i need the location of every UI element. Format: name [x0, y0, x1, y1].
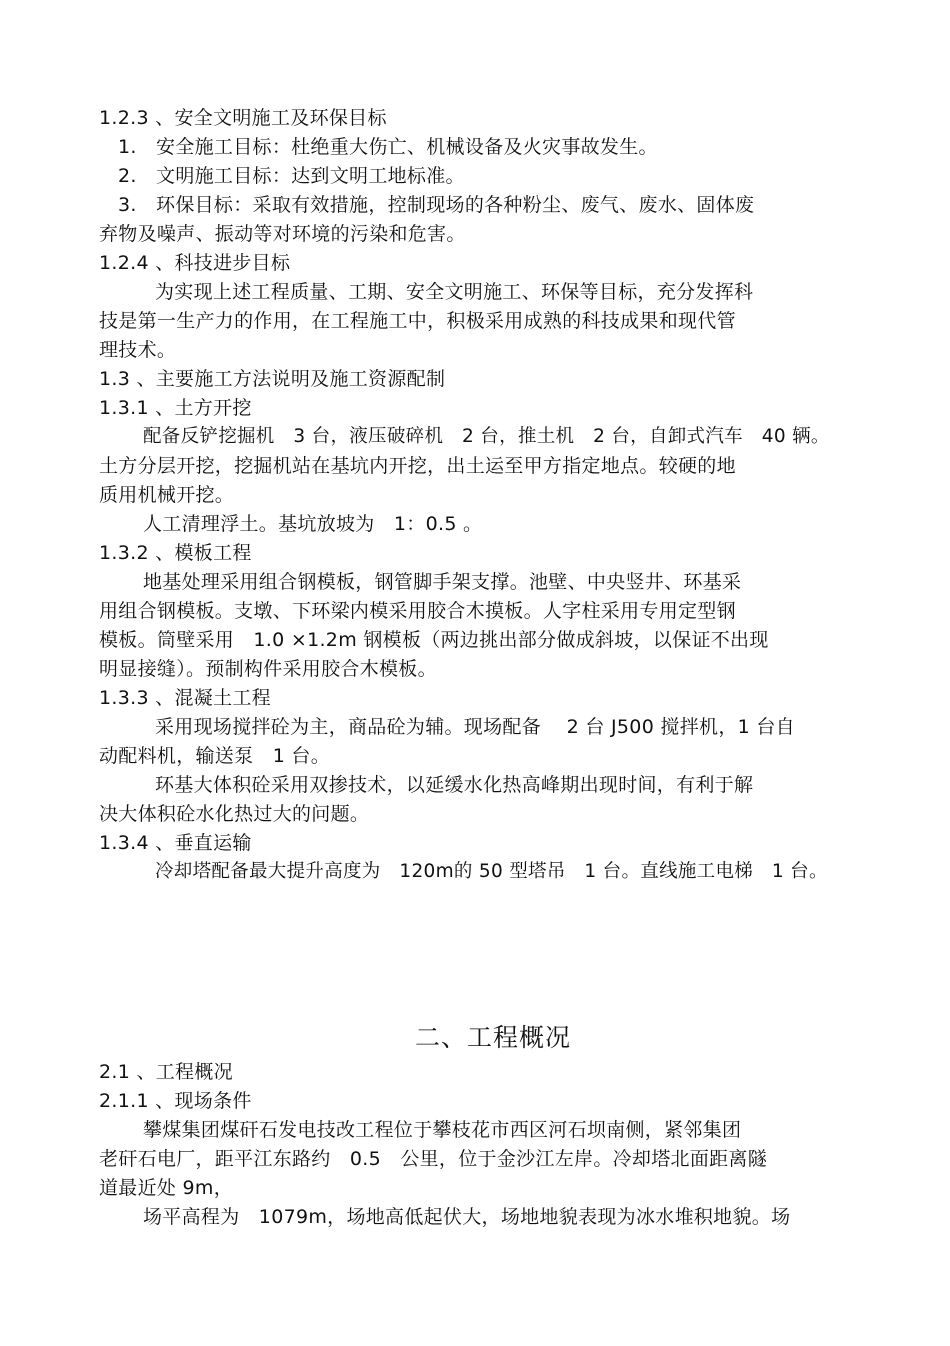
heading-2-1: 2.1 、工程概况: [99, 1061, 233, 1083]
text-line: 人工清理浮土。基坑放坡为 1：0.5 。: [143, 513, 483, 535]
text-line: 技是第一生产力的作用，在工程施工中，积极采用成熟的科技成果和现代管: [99, 310, 736, 332]
heading-1-3-2: 1.3.2 、模板工程: [99, 542, 252, 564]
text-line: 老矸石电厂，距平江东路约 0.5 公里，位于金沙江左岸。冷却塔北面距离隧: [99, 1148, 768, 1170]
heading-2-1-1: 2.1.1 、现场条件: [99, 1090, 252, 1112]
heading-1-3: 1.3 、主要施工方法说明及施工资源配制: [99, 368, 446, 390]
text-line: 2. 文明施工目标：达到文明工地标准。: [118, 165, 465, 187]
heading-1-2-3: 1.2.3 、安全文明施工及环保目标: [99, 107, 387, 129]
text-line: 为实现上述工程质量、工期、安全文明施工、环保等目标，充分发挥科: [155, 281, 754, 303]
section-title: 二、工程概况: [415, 1023, 572, 1052]
heading-1-3-1: 1.3.1 、土方开挖: [99, 397, 252, 419]
text-line: 环基大体积砼采用双掺技术，以延缓水化热高峰期出现时间，有利于解: [155, 774, 754, 796]
text-line: 明显接缝）。预制构件采用胶合木模板。: [99, 658, 437, 680]
text-line: 地基处理采用组合钢模板，钢管脚手架支撑。池壁、中央竖井、环基采: [143, 571, 742, 593]
text-line: 场平高程为 1079m，场地高低起伏大，场地地貌表现为冰水堆积地貌。场: [143, 1206, 791, 1228]
text-line: 道最近处 9m，: [99, 1177, 234, 1199]
text-line: 理技术。: [99, 339, 177, 361]
text-line: 冷却塔配备最大提升高度为 120m的 50 型塔吊 1 台。直线施工电梯 1 台。: [155, 861, 828, 882]
heading-1-2-4: 1.2.4 、科技进步目标: [99, 252, 291, 274]
text-line: 配备反铲挖掘机 3 台，液压破碎机 2 台，推土机 2 台，自卸式汽车 40 辆。: [143, 426, 830, 447]
text-line: 决大体积砼水化热过大的问题。: [99, 803, 370, 825]
text-line: 质用机械开挖。: [99, 484, 235, 506]
heading-1-3-3: 1.3.3 、混凝土工程: [99, 687, 271, 709]
text-line: 采用现场搅拌砼为主，商品砼为辅。现场配备 2 台 J500 搅拌机，1 台自: [155, 716, 795, 738]
text-line: 土方分层开挖，挖掘机站在基坑内开挖，出土运至甲方指定地点。较硬的地: [99, 455, 736, 477]
text-line: 攀煤集团煤矸石发电技改工程位于攀枝花市西区河石坝南侧，紧邻集团: [143, 1119, 742, 1141]
text-line: 3. 环保目标：采取有效措施，控制现场的各种粉尘、废气、废水、固体废: [118, 194, 755, 216]
text-line: 1. 安全施工目标：杜绝重大伤亡、机械设备及火灾事故发生。: [118, 136, 658, 158]
text-line: 动配料机，输送泵 1 台。: [99, 745, 331, 767]
text-line: 用组合钢模板。支墩、下环梁内模采用胶合木摸板。人字柱采用专用定型钢: [99, 600, 736, 622]
text-line: 模板。筒壁采用 1.0 ×1.2m 钢模板（两边挑出部分做成斜坡，以保证不出现: [99, 629, 769, 651]
text-line: 弃物及噪声、振动等对环境的污染和危害。: [99, 223, 466, 245]
heading-1-3-4: 1.3.4 、垂直运输: [99, 832, 252, 854]
